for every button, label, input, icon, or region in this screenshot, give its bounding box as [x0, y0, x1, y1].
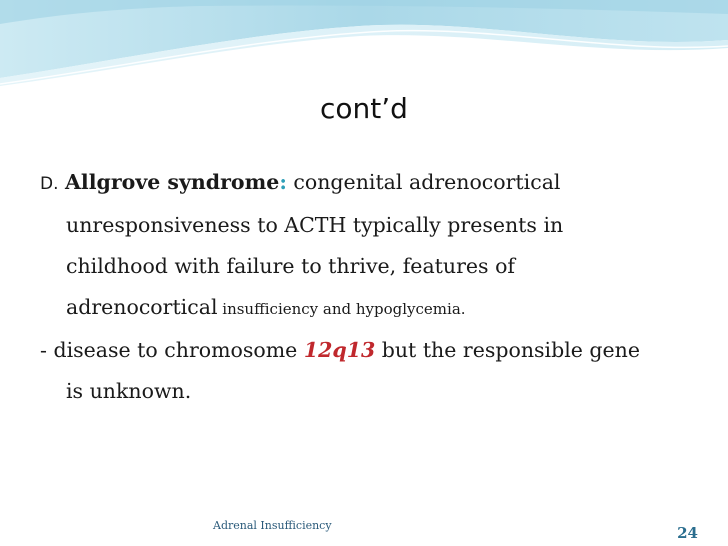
- para1-line4-small: insufficiency and hypoglycemia.: [217, 300, 466, 318]
- para2-rest: but the responsible gene: [375, 338, 641, 362]
- para1-line1: [40, 162, 690, 205]
- chromosome-locus: 12q13: [303, 338, 376, 362]
- term-allgrove-syndrome: Allgrove syndrome: [65, 170, 280, 194]
- header-wave-decoration: [0, 0, 728, 90]
- para1-line4: [40, 287, 690, 330]
- para2-line2: is unknown.: [66, 379, 192, 403]
- slide-number: 24: [677, 524, 698, 542]
- paragraph-allgrove: [40, 162, 690, 330]
- footer-text: Adrenal Insufficiency: [213, 519, 332, 532]
- slide-body: [40, 162, 690, 412]
- para1-line3: childhood with failure to thrive, features of: [66, 254, 515, 278]
- para1-line4-main: adrenocortical: [66, 295, 218, 319]
- para1-line1-text: congenital adrenocortical: [286, 170, 561, 194]
- para2-line1: [40, 330, 690, 371]
- slide-title: cont’d: [320, 92, 408, 125]
- para2-prefix: - disease to chromosome: [40, 338, 304, 362]
- list-marker: D.: [40, 174, 59, 194]
- term-colon: :: [279, 170, 287, 194]
- paragraph-chromosome: [40, 330, 690, 412]
- para1-line2: unresponsiveness to ACTH typically presents in: [66, 213, 564, 237]
